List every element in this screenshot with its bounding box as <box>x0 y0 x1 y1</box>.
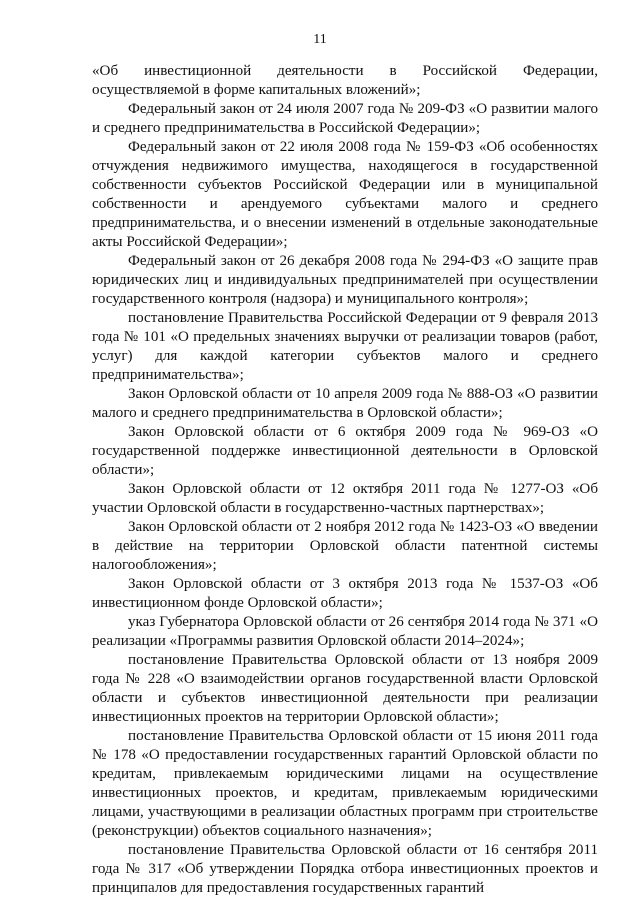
paragraph-regional-decree-317: постановление Правительства Орловской области от 16 сентября 2011 года № 317 «Об утверждении Порядка отбора инвестиционных проектов и принципалов для предоставления государственных гарантий <box>92 842 598 896</box>
page-number: 11 <box>313 32 327 47</box>
paragraph-regional-law-888: Закон Орловской области от 10 апреля 2009 года № 888-ОЗ «О развитии малого и среднего предпринимательства в Орловской области»; <box>92 386 598 421</box>
paragraph-regional-law-1423: Закон Орловской области от 2 ноября 2012 года № 1423-ОЗ «О введении в действие на территории Орловской области патентной системы налогообложения»; <box>92 519 598 573</box>
paragraph-regional-law-1537: Закон Орловской области от 3 октября 2013 года № 1537-ОЗ «Об инвестиционном фонде Орловской области»; <box>92 576 598 611</box>
paragraph-regional-decree-178: постановление Правительства Орловской области от 15 июня 2011 года № 178 «О предоставлении государственных гарантий Орловской области по кредитам, привлекаемым юридическими лицами на осуществление инвестиционных проектов, и кредитам, привлекаемым юридическими лицами, участвующими в реализации областных программ при строительстве (реконструкции) объектов социального назначения»; <box>92 728 598 839</box>
paragraph-investment-law-continuation: «Об инвестиционной деятельности в Российской Федерации, осуществляемой в форме капитальных вложений»; <box>92 63 598 98</box>
page-body <box>92 62 598 898</box>
paragraph-regional-law-969: Закон Орловской области от 6 октября 2009 года № 969-ОЗ «О государственной поддержке инвестиционной деятельности в Орловской области»; <box>92 424 598 478</box>
paragraph-federal-law-209: Федеральный закон от 24 июля 2007 года № 209-ФЗ «О развитии малого и среднего предпринимательства в Российской Федерации»; <box>92 101 598 136</box>
paragraph-federal-law-159: Федеральный закон от 22 июля 2008 года № 159-ФЗ «Об особенностях отчуждения недвижимого имущества, находящегося в государственной собственности субъектов Российской Федерации или в муниципальной собственности и арендуемого субъектами малого и среднего предпринимательства, и о внесении изменений в отдельные законодательные акты Российской Федерации»; <box>92 139 598 250</box>
paragraph-regional-decree-228: постановление Правительства Орловской области от 13 ноября 2009 года № 228 «О взаимодействии органов государственной власти Орловской области и субъектов инвестиционной деятельности при реализации инвестиционных проектов на территории Орловской области»; <box>92 652 598 725</box>
paragraph-federal-law-294: Федеральный закон от 26 декабря 2008 года № 294-ФЗ «О защите прав юридических лиц и индивидуальных предпринимателей при осуществлении государственного контроля (надзора) и муниципального контроля»; <box>92 253 598 307</box>
paragraph-government-decree-101: постановление Правительства Российской Федерации от 9 февраля 2013 года № 101 «О предельных значениях выручки от реализации товаров (работ, услуг) для каждой категории субъектов малого и среднего предпринимательства»; <box>92 310 598 383</box>
paragraph-regional-law-1277: Закон Орловской области от 12 октября 2011 года № 1277-ОЗ «Об участии Орловской области в государственно-частных партнерствах»; <box>92 481 598 516</box>
paragraph-governor-decree-371: указ Губернатора Орловской области от 26 сентября 2014 года № 371 «О реализации «Программы развития Орловской области 2014–2024»; <box>92 614 598 649</box>
